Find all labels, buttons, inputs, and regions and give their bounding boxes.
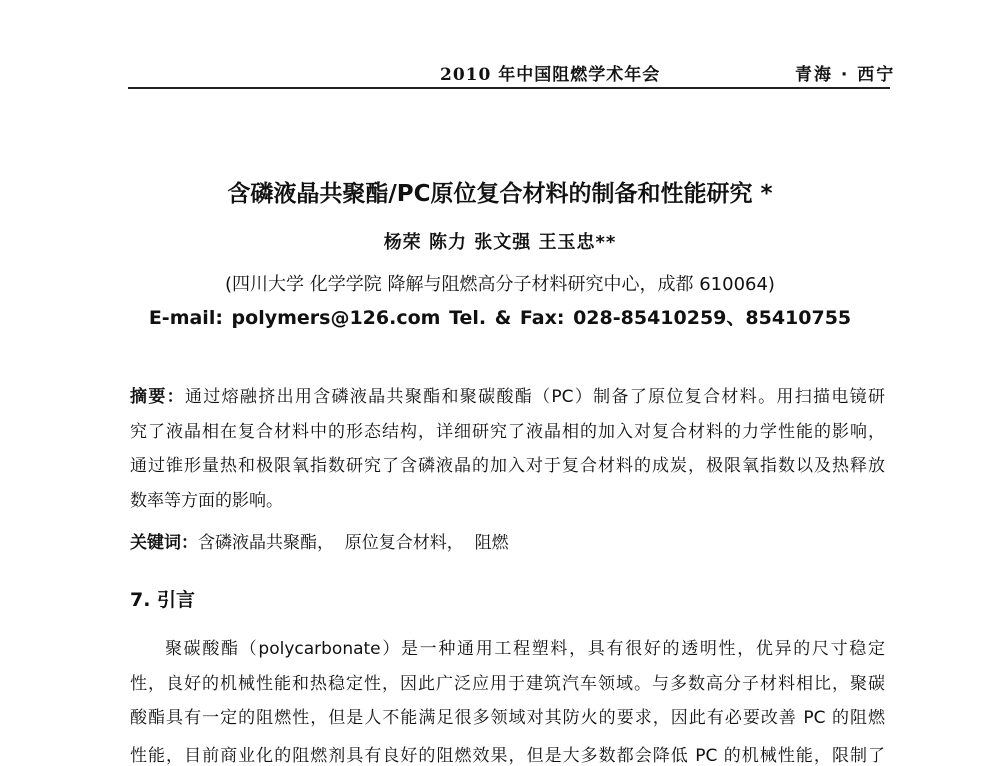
authors: 杨荣 陈力 张文强 王玉忠** bbox=[383, 232, 617, 253]
affiliation: (四川大学 化学学院 降解与阻燃高分子材料研究中心，成都 610064) bbox=[225, 274, 775, 295]
running-header-location: 青海 · 西宁 bbox=[795, 65, 896, 85]
abstract-line: 究了液晶相在复合材料中的形态结构，详细研究了液晶相的加入对复合材料的力学性能的影响， bbox=[130, 422, 885, 442]
abstract-line: 数率等方面的影响。 bbox=[130, 491, 283, 511]
running-header-conference: 2010 年中国阻燃学术年会 bbox=[440, 65, 661, 85]
keywords-label: 关键词： bbox=[130, 533, 198, 553]
keywords-text: 含磷液晶共聚酯， 原位复合材料， 阻燃 bbox=[198, 533, 509, 553]
header-rule bbox=[128, 87, 890, 89]
paper-title: 含磷液晶共聚酯/PC原位复合材料的制备和性能研究 * bbox=[227, 181, 773, 207]
body-line: 性能，目前商业化的阻燃剂具有良好的阻燃效果，但是大多数都会降低 PC 的机械性能，限制了 bbox=[130, 746, 885, 766]
section-heading: 7. 引言 bbox=[130, 589, 196, 611]
abstract-text: 通过熔融挤出用含磷液晶共聚酯和聚碳酸酯（PC）制备了原位复合材料。用扫描电镜研 bbox=[184, 387, 885, 407]
abstract-line bbox=[130, 382, 885, 407]
body-line: 聚碳酸酯（polycarbonate）是一种通用工程塑料，具有很好的透明性，优异的尺寸稳定 bbox=[165, 639, 885, 659]
abstract-label: 摘要： bbox=[130, 387, 185, 407]
body-line: 性，良好的机械性能和热稳定性，因此广泛应用于建筑汽车领域。与多数高分子材料相比，聚碳 bbox=[130, 674, 885, 694]
body-line: 酸酯具有一定的阻燃性，但是人不能满足很多领域对其防火的要求，因此有必要改善 PC 的阻燃 bbox=[130, 708, 885, 728]
abstract-line: 通过锥形量热和极限氧指数研究了含磷液晶的加入对于复合材料的成炭，极限氧指数以及热释放 bbox=[130, 456, 885, 476]
contact-info: E-mail: polymers@126.com Tel. & Fax: 028-85410259、85410755 bbox=[148, 307, 852, 329]
keywords bbox=[130, 528, 885, 553]
